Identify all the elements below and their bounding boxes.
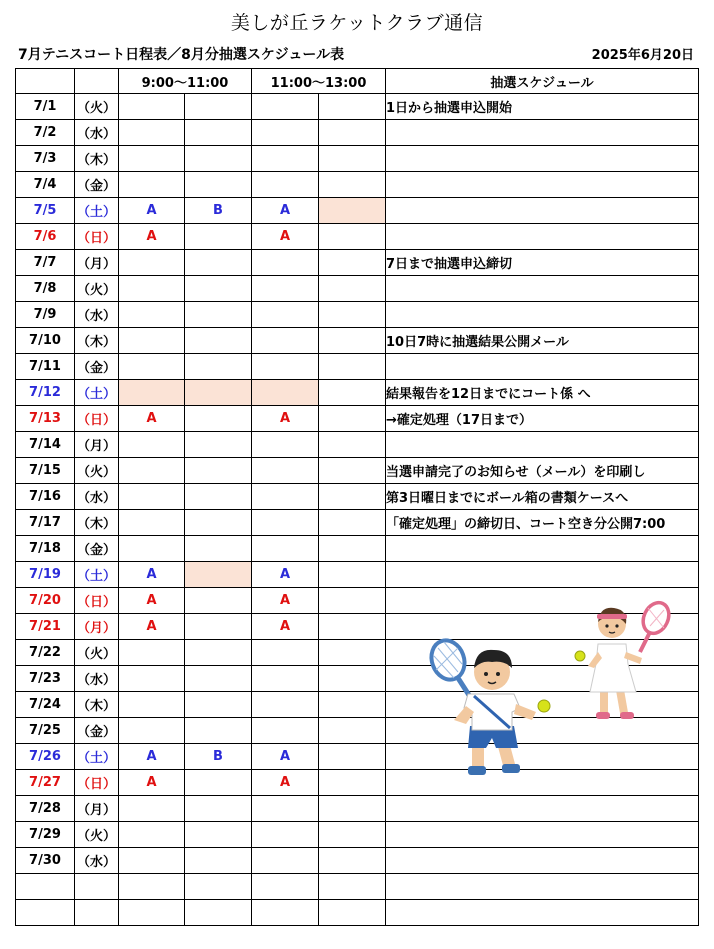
court-slot-s1a <box>119 874 185 900</box>
table-row <box>16 354 699 380</box>
date-cell: 7/17 <box>16 510 75 536</box>
court-slot-s1a <box>119 458 185 484</box>
court-slot-s2a <box>252 484 319 510</box>
court-slot-s2b <box>319 328 386 354</box>
header-date <box>16 69 75 94</box>
date-cell: 7/15 <box>16 458 75 484</box>
court-slot-s1a <box>119 822 185 848</box>
header-lottery-schedule: 抽選スケジュール <box>386 69 699 94</box>
date-cell <box>16 900 75 926</box>
table-row <box>16 328 699 354</box>
court-slot-s2b <box>319 354 386 380</box>
lottery-note-cell <box>386 146 699 172</box>
court-slot-s2b <box>319 406 386 432</box>
day-of-week-cell: （水） <box>75 120 119 146</box>
court-slot-s1a <box>119 120 185 146</box>
court-slot-s2a <box>252 276 319 302</box>
court-slot-s1b <box>185 484 252 510</box>
date-cell: 7/12 <box>16 380 75 406</box>
table-row <box>16 406 699 432</box>
table-row <box>16 770 699 796</box>
day-of-week-cell <box>75 900 119 926</box>
court-slot-s1b <box>185 172 252 198</box>
day-of-week-cell: （木） <box>75 510 119 536</box>
court-slot-s1a: A <box>119 744 185 770</box>
court-slot-s2a: A <box>252 744 319 770</box>
court-slot-s1b <box>185 146 252 172</box>
date-cell: 7/19 <box>16 562 75 588</box>
day-of-week-cell: （土） <box>75 380 119 406</box>
table-row <box>16 562 699 588</box>
day-of-week-cell: （土） <box>75 198 119 224</box>
court-slot-s1a <box>119 146 185 172</box>
lottery-note-cell <box>386 120 699 146</box>
lottery-note-cell <box>386 796 699 822</box>
header-dow <box>75 69 119 94</box>
table-row <box>16 458 699 484</box>
court-slot-s2b <box>319 510 386 536</box>
court-slot-s1a <box>119 302 185 328</box>
lottery-note-cell: 7日まで抽選申込締切 <box>386 250 699 276</box>
court-slot-s1b <box>185 224 252 250</box>
lottery-note-cell: 「確定処理」の締切日、コート空き分公開7:00 <box>386 510 699 536</box>
table-row <box>16 432 699 458</box>
day-of-week-cell: （金） <box>75 354 119 380</box>
court-slot-s1b <box>185 822 252 848</box>
court-slot-s2a <box>252 120 319 146</box>
court-slot-s2a <box>252 848 319 874</box>
lottery-note-cell <box>386 874 699 900</box>
court-slot-s1a: A <box>119 614 185 640</box>
court-slot-s2a <box>252 640 319 666</box>
court-slot-s2b <box>319 692 386 718</box>
lottery-note-cell <box>386 536 699 562</box>
court-slot-s1b <box>185 94 252 120</box>
table-row <box>16 822 699 848</box>
court-slot-s2a <box>252 718 319 744</box>
court-slot-s1a <box>119 640 185 666</box>
court-slot-s2a <box>252 874 319 900</box>
date-cell: 7/13 <box>16 406 75 432</box>
court-slot-s2b <box>319 432 386 458</box>
table-row <box>16 224 699 250</box>
day-of-week-cell: （金） <box>75 536 119 562</box>
court-slot-s2a: A <box>252 614 319 640</box>
day-of-week-cell: （日） <box>75 406 119 432</box>
date-cell: 7/7 <box>16 250 75 276</box>
court-slot-s1a: A <box>119 770 185 796</box>
court-slot-s2b <box>319 874 386 900</box>
day-of-week-cell: （月） <box>75 614 119 640</box>
day-of-week-cell: （日） <box>75 588 119 614</box>
newsletter-title: 美しが丘ラケットクラブ通信 <box>230 12 484 34</box>
day-of-week-cell: （土） <box>75 744 119 770</box>
lottery-note-cell <box>386 224 699 250</box>
court-slot-s1a <box>119 510 185 536</box>
date-cell: 7/16 <box>16 484 75 510</box>
court-slot-s1b <box>185 536 252 562</box>
court-slot-s1a: A <box>119 562 185 588</box>
court-slot-s2b <box>319 302 386 328</box>
table-header-row <box>16 69 699 94</box>
court-slot-s2b <box>319 484 386 510</box>
day-of-week-cell: （月） <box>75 250 119 276</box>
day-of-week-cell: （金） <box>75 718 119 744</box>
court-slot-s2a <box>252 328 319 354</box>
court-slot-s2b <box>319 146 386 172</box>
lottery-note-cell <box>386 432 699 458</box>
lottery-note-cell: 第3日曜日までにボール箱の書類ケースへ <box>386 484 699 510</box>
court-slot-s1a <box>119 328 185 354</box>
day-of-week-cell: （火） <box>75 276 119 302</box>
date-cell: 7/14 <box>16 432 75 458</box>
court-slot-s1b <box>185 510 252 536</box>
date-cell: 7/5 <box>16 198 75 224</box>
date-cell: 7/27 <box>16 770 75 796</box>
court-slot-s1b: B <box>185 744 252 770</box>
court-slot-s2a <box>252 354 319 380</box>
day-of-week-cell: （火） <box>75 822 119 848</box>
date-cell: 7/9 <box>16 302 75 328</box>
court-slot-s1a <box>119 718 185 744</box>
court-slot-s1a <box>119 380 185 406</box>
court-slot-s1b <box>185 614 252 640</box>
court-slot-s2a <box>252 302 319 328</box>
lottery-note-cell: 10日7時に抽選結果公開メール <box>386 328 699 354</box>
court-slot-s1a <box>119 692 185 718</box>
court-slot-s1b <box>185 640 252 666</box>
court-slot-s1a <box>119 536 185 562</box>
schedule-subtitle: 7月テニスコート日程表／8月分抽選スケジュール表 <box>18 47 345 63</box>
day-of-week-cell: （水） <box>75 848 119 874</box>
header-slot-1: 9:00〜11:00 <box>119 69 252 94</box>
table-row <box>16 510 699 536</box>
table-row <box>16 484 699 510</box>
issue-date: 2025年6月20日 <box>591 48 694 63</box>
date-cell: 7/1 <box>16 94 75 120</box>
court-slot-s2a <box>252 250 319 276</box>
court-slot-s1a <box>119 796 185 822</box>
table-row <box>16 848 699 874</box>
court-slot-s2b <box>319 666 386 692</box>
day-of-week-cell: （日） <box>75 770 119 796</box>
date-cell: 7/24 <box>16 692 75 718</box>
tennis-girl-player-illustration <box>570 600 675 725</box>
court-slot-s2b <box>319 172 386 198</box>
day-of-week-cell: （木） <box>75 328 119 354</box>
table-row <box>16 276 699 302</box>
court-slot-s2a <box>252 172 319 198</box>
court-slot-s1b <box>185 432 252 458</box>
lottery-note-cell: 当選申請完了のお知らせ（メール）を印刷し <box>386 458 699 484</box>
court-slot-s1b <box>185 302 252 328</box>
tennis-ball <box>575 651 585 661</box>
court-slot-s1b <box>185 328 252 354</box>
day-of-week-cell: （木） <box>75 146 119 172</box>
court-slot-s2b <box>319 640 386 666</box>
court-slot-s1a <box>119 276 185 302</box>
court-slot-s1a <box>119 666 185 692</box>
date-cell: 7/23 <box>16 666 75 692</box>
court-slot-s1b <box>185 250 252 276</box>
court-slot-s2a: A <box>252 224 319 250</box>
court-slot-s1a: A <box>119 198 185 224</box>
court-slot-s1b <box>185 354 252 380</box>
court-slot-s1b <box>185 588 252 614</box>
court-slot-s1b <box>185 874 252 900</box>
date-cell: 7/30 <box>16 848 75 874</box>
date-cell: 7/10 <box>16 328 75 354</box>
day-of-week-cell: （月） <box>75 432 119 458</box>
day-of-week-cell: （水） <box>75 666 119 692</box>
court-slot-s2b <box>319 848 386 874</box>
lottery-note-cell <box>386 198 699 224</box>
court-slot-s2b <box>319 796 386 822</box>
day-of-week-cell: （水） <box>75 302 119 328</box>
court-slot-s2a: A <box>252 406 319 432</box>
date-cell: 7/28 <box>16 796 75 822</box>
court-slot-s2b <box>319 94 386 120</box>
table-row <box>16 172 699 198</box>
court-slot-s2b <box>319 718 386 744</box>
date-cell: 7/21 <box>16 614 75 640</box>
court-slot-s2a <box>252 692 319 718</box>
court-slot-s1b: B <box>185 198 252 224</box>
day-of-week-cell: （水） <box>75 484 119 510</box>
court-slot-s2b <box>319 744 386 770</box>
court-slot-s2b <box>319 250 386 276</box>
day-of-week-cell: （火） <box>75 640 119 666</box>
date-cell: 7/8 <box>16 276 75 302</box>
court-slot-s1a: A <box>119 406 185 432</box>
court-slot-s2b <box>319 120 386 146</box>
day-of-week-cell: （金） <box>75 172 119 198</box>
court-slot-s2b <box>319 224 386 250</box>
court-slot-s1a <box>119 250 185 276</box>
court-slot-s2a <box>252 458 319 484</box>
table-row <box>16 874 699 900</box>
court-slot-s1b <box>185 562 252 588</box>
day-of-week-cell: （火） <box>75 458 119 484</box>
tennis-ball <box>538 700 550 712</box>
day-of-week-cell: （日） <box>75 224 119 250</box>
court-slot-s2b <box>319 588 386 614</box>
lottery-note-cell <box>386 354 699 380</box>
court-slot-s2a: A <box>252 770 319 796</box>
court-slot-s1a: A <box>119 588 185 614</box>
date-cell: 7/2 <box>16 120 75 146</box>
date-cell: 7/26 <box>16 744 75 770</box>
date-cell: 7/11 <box>16 354 75 380</box>
table-row <box>16 250 699 276</box>
court-slot-s2a: A <box>252 198 319 224</box>
table-row <box>16 198 699 224</box>
table-row <box>16 536 699 562</box>
lottery-note-cell <box>386 848 699 874</box>
table-row <box>16 900 699 926</box>
court-slot-s2a <box>252 94 319 120</box>
court-slot-s1b <box>185 406 252 432</box>
court-slot-s2b <box>319 614 386 640</box>
date-cell: 7/29 <box>16 822 75 848</box>
table-row <box>16 796 699 822</box>
table-row <box>16 380 699 406</box>
date-cell: 7/18 <box>16 536 75 562</box>
court-slot-s2b <box>319 770 386 796</box>
table-row <box>16 146 699 172</box>
table-row <box>16 302 699 328</box>
court-slot-s1a <box>119 432 185 458</box>
day-of-week-cell: （木） <box>75 692 119 718</box>
court-slot-s1b <box>185 458 252 484</box>
lottery-note-cell: →確定処理（17日まで） <box>386 406 699 432</box>
court-slot-s2a <box>252 536 319 562</box>
court-slot-s1b <box>185 120 252 146</box>
header-slot-2: 11:00〜13:00 <box>252 69 386 94</box>
date-cell <box>16 874 75 900</box>
schedule-body <box>16 94 699 926</box>
court-slot-s2a <box>252 432 319 458</box>
lottery-note-cell <box>386 900 699 926</box>
court-slot-s1b <box>185 848 252 874</box>
court-slot-s2a <box>252 146 319 172</box>
lottery-note-cell: 結果報告を12日までにコート係 へ <box>386 380 699 406</box>
day-of-week-cell <box>75 874 119 900</box>
court-slot-s1b <box>185 900 252 926</box>
lottery-note-cell <box>386 172 699 198</box>
lottery-note-cell <box>386 822 699 848</box>
court-slot-s1a <box>119 172 185 198</box>
lottery-note-cell <box>386 302 699 328</box>
court-slot-s2a: A <box>252 588 319 614</box>
date-cell: 7/20 <box>16 588 75 614</box>
court-slot-s2a: A <box>252 562 319 588</box>
table-row <box>16 94 699 120</box>
court-slot-s2b <box>319 822 386 848</box>
date-cell: 7/4 <box>16 172 75 198</box>
date-cell: 7/22 <box>16 640 75 666</box>
court-slot-s2a <box>252 380 319 406</box>
court-slot-s1b <box>185 380 252 406</box>
court-slot-s1a <box>119 354 185 380</box>
date-cell: 7/6 <box>16 224 75 250</box>
court-slot-s1a <box>119 94 185 120</box>
court-slot-s2a <box>252 822 319 848</box>
court-slot-s1a <box>119 900 185 926</box>
court-slot-s1b <box>185 796 252 822</box>
date-cell: 7/3 <box>16 146 75 172</box>
court-slot-s2b <box>319 198 386 224</box>
schedule-table <box>15 68 699 926</box>
court-slot-s2a <box>252 796 319 822</box>
table-row <box>16 120 699 146</box>
day-of-week-cell: （火） <box>75 94 119 120</box>
day-of-week-cell: （土） <box>75 562 119 588</box>
date-cell: 7/25 <box>16 718 75 744</box>
court-slot-s2b <box>319 380 386 406</box>
court-slot-s2b <box>319 276 386 302</box>
lottery-note-cell: 1日から抽選申込開始 <box>386 94 699 120</box>
court-slot-s2b <box>319 536 386 562</box>
table-row <box>16 744 699 770</box>
court-slot-s1b <box>185 666 252 692</box>
court-slot-s2a <box>252 900 319 926</box>
court-slot-s2b <box>319 458 386 484</box>
lottery-note-cell <box>386 562 699 588</box>
court-slot-s1b <box>185 276 252 302</box>
court-slot-s1b <box>185 770 252 796</box>
court-slot-s1a <box>119 484 185 510</box>
court-slot-s2a <box>252 666 319 692</box>
court-slot-s1a: A <box>119 224 185 250</box>
court-slot-s2b <box>319 900 386 926</box>
court-slot-s2a <box>252 510 319 536</box>
court-slot-s1b <box>185 692 252 718</box>
court-slot-s2b <box>319 562 386 588</box>
court-slot-s1b <box>185 718 252 744</box>
day-of-week-cell: （月） <box>75 796 119 822</box>
tennis-boy-player-illustration <box>424 636 564 781</box>
lottery-note-cell <box>386 276 699 302</box>
court-slot-s1a <box>119 848 185 874</box>
